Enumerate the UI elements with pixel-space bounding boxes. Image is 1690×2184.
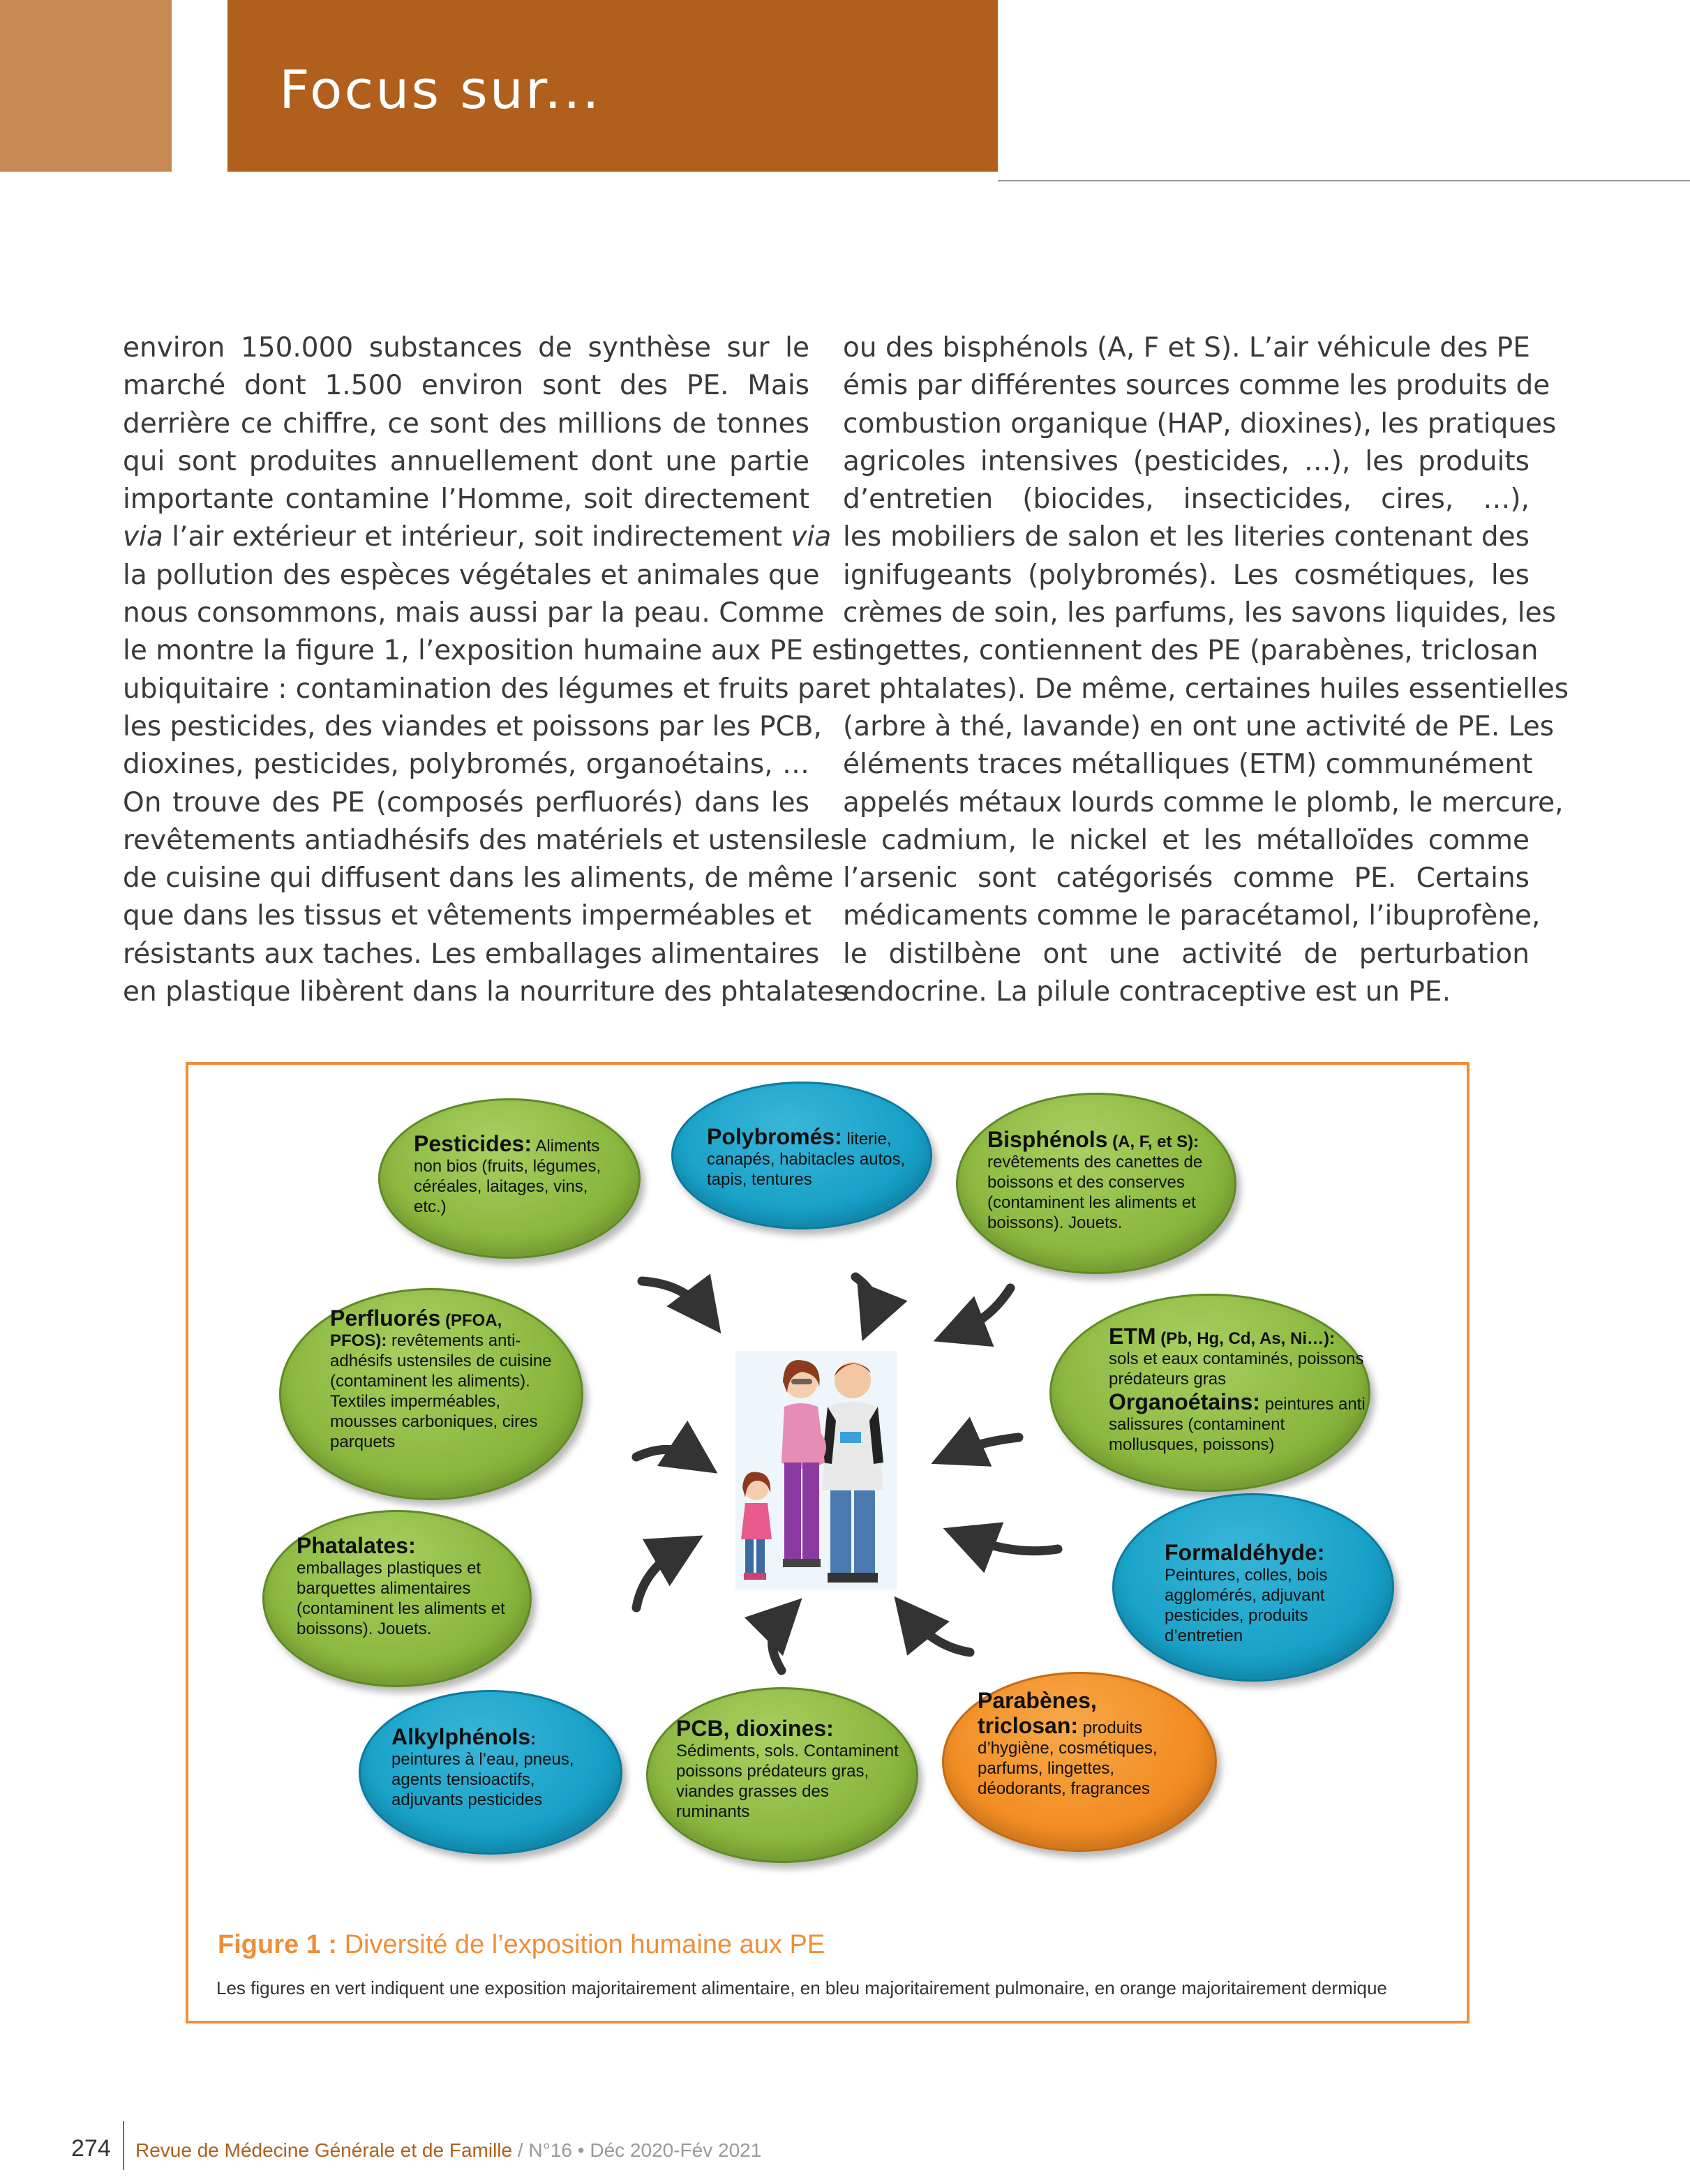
figure-caption bbox=[218, 1930, 825, 1960]
text-line: lingettes, contiennent des PE (parabènes, triclosan bbox=[843, 635, 1539, 667]
bubble-text: revêtements des canettes de boissons et des conserves (contaminent les aliments et boissons). Jouets. bbox=[987, 1153, 1203, 1232]
bubble-title: Polybromés: bbox=[707, 1124, 842, 1149]
text-line: agricoles intensives (pesticides, …), les produits bbox=[843, 445, 1530, 477]
text-line: résistants aux taches. Les emballages alimentaires bbox=[123, 938, 820, 970]
footer-citation bbox=[135, 2139, 761, 2162]
bubble-text: peintures à l’eau, pneus, agents tensioactifs, adjuvants pesticides bbox=[391, 1750, 574, 1809]
text-line: ignifugeants (polybromés). Les cosmétiques, les bbox=[843, 559, 1530, 591]
bubble-title-detail: (A, F, et S): bbox=[1107, 1132, 1199, 1151]
bubble-text: revêtements anti-adhésifs ustensiles de cuisine (contaminent les aliments). Textiles imperméables, mousses carboniques, cires parquets bbox=[330, 1331, 552, 1451]
bubble-text: Sédiments, sols. Contaminent poissons prédateurs gras, viandes grasses des ruminants bbox=[676, 1742, 899, 1821]
bubble-text: sols et eaux contaminés, poissons prédateurs gras bbox=[1109, 1349, 1364, 1389]
arrow-bisphenols bbox=[959, 1288, 1010, 1331]
footer-divider bbox=[123, 2121, 124, 2170]
bubble-title: PCB, dioxines: bbox=[676, 1716, 834, 1741]
text-line: médicaments comme le paracétamol, l’ibuprofène, bbox=[843, 900, 1541, 932]
journal-name: Revue de Médecine Générale et de Famille bbox=[135, 2139, 513, 2161]
arrow-pcb bbox=[772, 1617, 783, 1670]
text-line: nous consommons, mais aussi par la peau. Comme bbox=[123, 597, 825, 629]
text-line: le cadmium, le nickel et les métalloïdes comme bbox=[843, 824, 1530, 856]
text-line: endocrine. La pilule contraceptive est un PE. bbox=[843, 976, 1451, 1008]
text-line: les pesticides, des viandes et poissons par les PCB, bbox=[123, 710, 822, 742]
text-line: crèmes de soin, les parfums, les savons liquides, les bbox=[843, 597, 1556, 629]
bubble-title: Formaldéhyde: bbox=[1165, 1540, 1325, 1565]
text-line: derrière ce chiffre, ce sont des millions de tonnes bbox=[123, 407, 809, 440]
issue-info: / N°16 • Déc 2020-Fév 2021 bbox=[512, 2139, 762, 2161]
text-line: éléments traces métalliques (ETM) communément bbox=[843, 749, 1533, 781]
text-line: de cuisine qui diffusent dans les aliments, de même bbox=[123, 862, 834, 895]
bubble-title-detail: (PFOA, PFOS): bbox=[330, 1311, 502, 1350]
text-line: émis par différentes sources comme les produits de bbox=[843, 370, 1550, 402]
text-line: que dans les tissus et vêtements imperméables et bbox=[123, 900, 812, 932]
bubble-title: ETM bbox=[1109, 1324, 1156, 1349]
text-line: d’entretien (biocides, insecticides, cires, …), bbox=[843, 484, 1530, 516]
text-line: appelés métaux lourds comme le plomb, le mercure, bbox=[843, 786, 1564, 818]
arrow-polybromes bbox=[855, 1277, 874, 1316]
text-line: via l’air extérieur et intérieur, soit indirectement via bbox=[123, 521, 832, 553]
text-line: ou des bisphénols (A, F et S). L’air véhicule des PE bbox=[843, 332, 1530, 364]
bubble-title-2: Organoétains: bbox=[1109, 1389, 1260, 1414]
text-line: qui sont produites annuellement dont une partie bbox=[123, 445, 809, 477]
text-line: marché dont 1.500 environ sont des PE. Mais bbox=[123, 370, 809, 402]
text-line: combustion organique (HAP, dioxines), les pratiques bbox=[843, 407, 1557, 440]
figure-label: Figure 1 : bbox=[218, 1930, 338, 1959]
bubble-title-detail: (Pb, Hg, Cd, As, Ni…): bbox=[1156, 1329, 1335, 1348]
text-line: environ 150.000 substances de synthèse sur le bbox=[123, 332, 809, 364]
bubble-text-2: peintures anti salissures (contaminent mollusques, poissons) bbox=[1109, 1395, 1366, 1454]
arrow-parabenes bbox=[911, 1617, 970, 1652]
text-line: le distilbène ont une activité de perturbation bbox=[843, 938, 1530, 970]
text-line: la pollution des espèces végétales et animales que bbox=[123, 559, 820, 591]
text-line: dioxines, pesticides, polybromés, organoétains, … bbox=[123, 749, 809, 781]
bubble-title: Alkylphénols bbox=[391, 1724, 531, 1749]
figure-title: Diversité de l’exposition humaine aux PE bbox=[337, 1930, 825, 1959]
bubble-title: Perfluorés bbox=[330, 1306, 441, 1331]
page-number: 274 bbox=[71, 2135, 111, 2162]
text-line: revêtements antiadhésifs des matériels et ustensiles bbox=[123, 824, 845, 856]
text-line: et phtalates). De même, certaines huiles essentielles bbox=[843, 673, 1569, 705]
figure-note: Les figures en vert indiquent une exposition majoritairement alimentaire, en bleu majoritairement pulmonaire, en orange majoritairement dermique bbox=[216, 1977, 1387, 1998]
text-line: importante contamine l’Homme, soit directement bbox=[123, 484, 809, 516]
bubble-text: Peintures, colles, bois agglomérés, adjuvant pesticides, produits d’entretien bbox=[1165, 1566, 1328, 1645]
arrow-pesticides bbox=[642, 1281, 705, 1312]
arrow-formaldehyde bbox=[969, 1538, 1058, 1551]
text-line: les mobiliers de salon et les literies contenant des bbox=[843, 521, 1530, 553]
bubble-text: produits d’hygiène, cosmétiques, parfums, lingettes, déodorants, fragrances bbox=[978, 1719, 1158, 1798]
bubble-title-detail: : bbox=[530, 1730, 537, 1749]
text-line: (arbre à thé, lavande) en ont une activité de PE. Les bbox=[843, 710, 1555, 742]
arrow-etm bbox=[956, 1437, 1019, 1453]
bubble-title: Phatalates: bbox=[297, 1533, 416, 1558]
text-line: le montre la figure 1, l’exposition humaine aux PE est bbox=[123, 635, 854, 667]
arrow-phatalates bbox=[636, 1549, 680, 1608]
bubble-text: literie, canapés, habitacles autos, tapis, tentures bbox=[707, 1130, 906, 1189]
text-line: ubiquitaire : contamination des légumes et fruits par bbox=[123, 673, 843, 705]
section-title: Focus sur... bbox=[279, 59, 601, 121]
bubble-title: Parabènes, triclosan: bbox=[978, 1688, 1097, 1738]
text-line: l’arsenic sont catégorisés comme PE. Certains bbox=[843, 862, 1530, 895]
bubble-title: Pesticides: bbox=[414, 1131, 532, 1156]
bubble-title: Bisphénols bbox=[987, 1127, 1108, 1152]
text-line: On trouve des PE (composés perfluorés) dans les bbox=[123, 786, 809, 818]
arrow-perfluores bbox=[636, 1449, 695, 1458]
bubble-text: emballages plastiques et barquettes alimentaires (contaminent les aliments et boissons). Jouets. bbox=[297, 1559, 505, 1638]
text-line: en plastique libèrent dans la nourriture des phtalates bbox=[123, 976, 848, 1008]
bubble-text: Aliments non bios (fruits, légumes, céréales, laitages, vins, etc.) bbox=[414, 1137, 601, 1216]
